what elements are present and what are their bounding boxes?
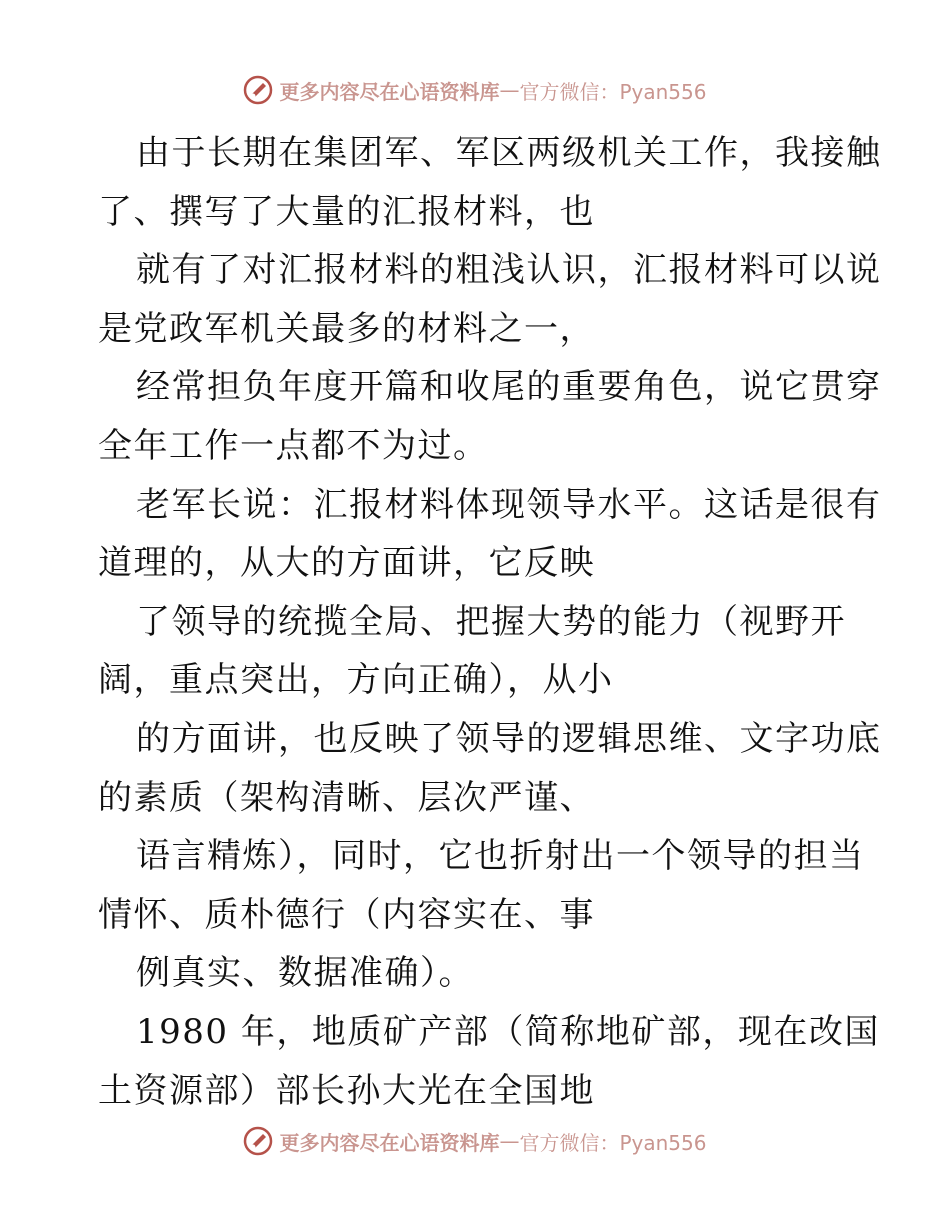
paragraph-line: 的方面讲，也反映了领导的逻辑思维、文字功底 <box>136 718 882 759</box>
document-body <box>98 124 882 1120</box>
paragraph-line: 就有了对汇报材料的粗浅认识，汇报材料可以说 <box>136 250 882 291</box>
paragraph-line: 道理的，从大的方面讲，它反映 <box>98 543 595 584</box>
header-watermark <box>0 70 950 110</box>
paragraph-line: 例真实、数据准确）。 <box>136 953 474 994</box>
paragraph-line: 老军长说：汇报材料体现领导水平。这话是很有 <box>136 484 882 525</box>
pen-nib-logo-icon <box>243 1126 273 1156</box>
paragraph-line: 是党政军机关最多的材料之一， <box>98 308 595 349</box>
paragraph-line: 土资源部）部长孙大光在全国地 <box>98 1070 595 1111</box>
paragraph-line: 全年工作一点都不为过。 <box>98 425 489 466</box>
watermark-dash: — <box>499 78 520 102</box>
paragraph-line: 了领导的统揽全局、把握大势的能力（视野开 <box>136 601 846 642</box>
footer-watermark <box>0 1121 950 1161</box>
pen-nib-logo-icon <box>243 75 273 105</box>
watermark-text: 更多内容尽在心语资料库 <box>279 79 500 104</box>
paragraph-line: 了、撰写了大量的汇报材料，也 <box>98 191 595 232</box>
watermark-dash: — <box>499 1129 520 1153</box>
paragraph-line: 情怀、质朴德行（内容实在、事 <box>98 894 595 935</box>
paragraph-line: 由于长期在集团军、军区两级机关工作，我接触 <box>136 133 882 173</box>
paragraph-line: 阔，重点突出，方向正确），从小 <box>98 660 614 701</box>
paragraph-line: 1980 年，地质矿产部（简称地矿部，现在改国 <box>136 1011 880 1052</box>
paragraph-line: 经常担负年度开篇和收尾的重要角色，说它贯穿 <box>136 367 882 408</box>
paragraph-line: 语言精炼），同时，它也折射出一个领导的担当 <box>136 836 865 877</box>
watermark-text: 更多内容尽在心语资料库 <box>279 1130 500 1155</box>
watermark-wechat: 官方微信：Pyan556 <box>519 79 707 104</box>
watermark-wechat: 官方微信：Pyan556 <box>519 1130 707 1155</box>
paragraph-line: 的素质（架构清晰、层次严谨、 <box>98 777 595 818</box>
